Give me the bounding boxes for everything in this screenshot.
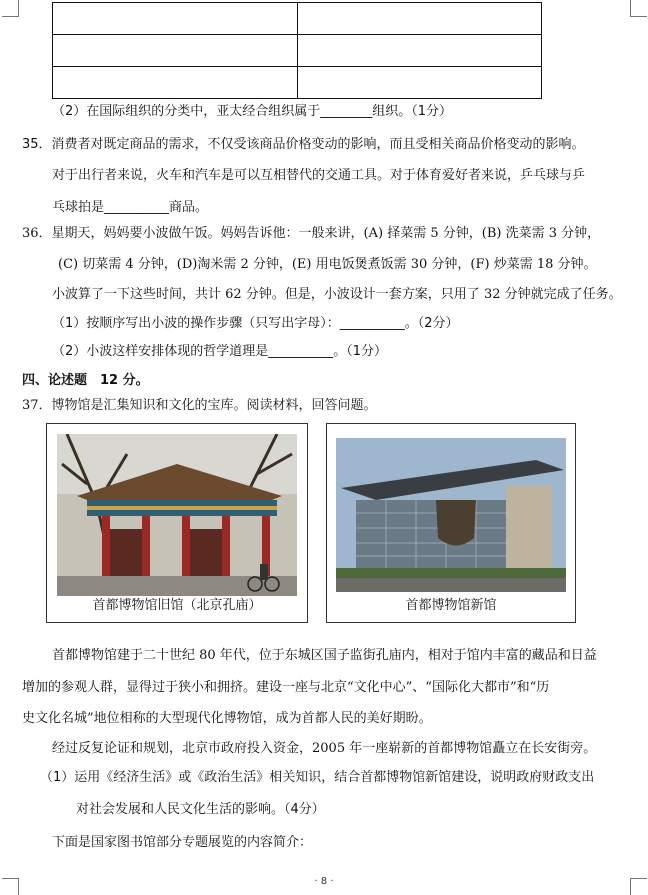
answer-table	[52, 2, 542, 99]
table-cell	[297, 3, 542, 35]
caption-new-museum: 首都博物馆新馆	[405, 598, 497, 613]
paragraph-1-line1: 首都博物馆建于二十世纪 80 年代，位于东城区国子监街孔庙内，相对于馆内丰富的藏品和日益	[52, 648, 597, 663]
old-museum-photo	[57, 434, 297, 596]
new-museum-photo	[336, 438, 566, 592]
question-36-2: （2）小波这样安排体现的哲学道理是__________。（1分）	[52, 344, 388, 359]
question-37-1-line2: 对社会发展和人民文化生活的影响。（4分）	[76, 802, 325, 817]
question-36-line1: 36．星期天，妈妈要小波做午饭。妈妈告诉他：一般来讲，(A) 择菜需 5 分钟，(B) 洗菜需 3 分钟，	[22, 226, 601, 241]
table-cell	[53, 35, 298, 67]
question-35-line3: 乓球拍是__________商品。	[52, 200, 209, 215]
question-37-1-line1: （1）运用《经济生活》或《政治生活》相关知识，结合首都博物馆新馆建设，说明政府财政支出	[40, 770, 595, 785]
table-cell	[297, 35, 542, 67]
table-cell	[53, 3, 298, 35]
crop-mark-top-left	[2, 0, 19, 17]
question-35-line2: 对于出行者来说，火车和汽车是可以互相替代的交通工具。对于体育爱好者来说，乒乓球与乒	[52, 168, 586, 183]
paragraph-1-line3: 史文化名城”地位相称的大型现代化博物馆，成为首都人民的美好期盼。	[22, 711, 432, 726]
photo-frame-new-museum	[326, 423, 576, 623]
question-37-intro: 37．博物馆是汇集知识和文化的宝库。阅读材料，回答问题。	[22, 398, 377, 413]
paragraph-2: 经过反复论证和规划，北京市政府投入资金，2005 年一座崭新的首都博物馆矗立在长安街旁。	[52, 741, 597, 756]
question-36-1: （1）按顺序写出小波的操作步骤（只写出字母）：__________。（2分）	[52, 316, 459, 331]
photo-frame-old-museum	[46, 423, 308, 623]
table-cell	[53, 67, 298, 99]
page-number: · 8 ·	[314, 876, 334, 887]
caption-old-museum: 首都博物馆旧馆（北京孔庙）	[92, 598, 262, 613]
table-cell	[297, 67, 542, 99]
question-34-2: （2）在国际组织的分类中，亚太经合组织属于________组织。（1分）	[52, 104, 453, 119]
table-row	[53, 35, 542, 67]
question-36-line2: (C) 切菜需 4 分钟，(D)淘米需 2 分钟，(E) 用电饭煲煮饭需 30 分钟，(F) 炒菜需 18 分钟。	[58, 257, 597, 272]
question-36-line3: 小波算了一下这些时间，共计 62 分钟。但是，小波设计一套方案，只用了 32 分钟就完成了任务。	[52, 287, 622, 302]
question-35-line1: 35．消费者对既定商品的需求，不仅受该商品价格变动的影响，而且受相关商品价格变动的影响。	[22, 137, 585, 152]
paragraph-3: 下面是国家图书馆部分专题展览的内容简介：	[52, 835, 313, 850]
section-heading: 四、论述题 12 分。	[22, 373, 149, 388]
table-row	[53, 3, 542, 35]
paragraph-1-line2: 增加的参观人群，显得过于狭小和拥挤。建设一座与北京“文化中心”、“国际化大都市”和“历	[22, 680, 550, 695]
table-row	[53, 67, 542, 99]
crop-mark-top-right	[630, 0, 647, 17]
